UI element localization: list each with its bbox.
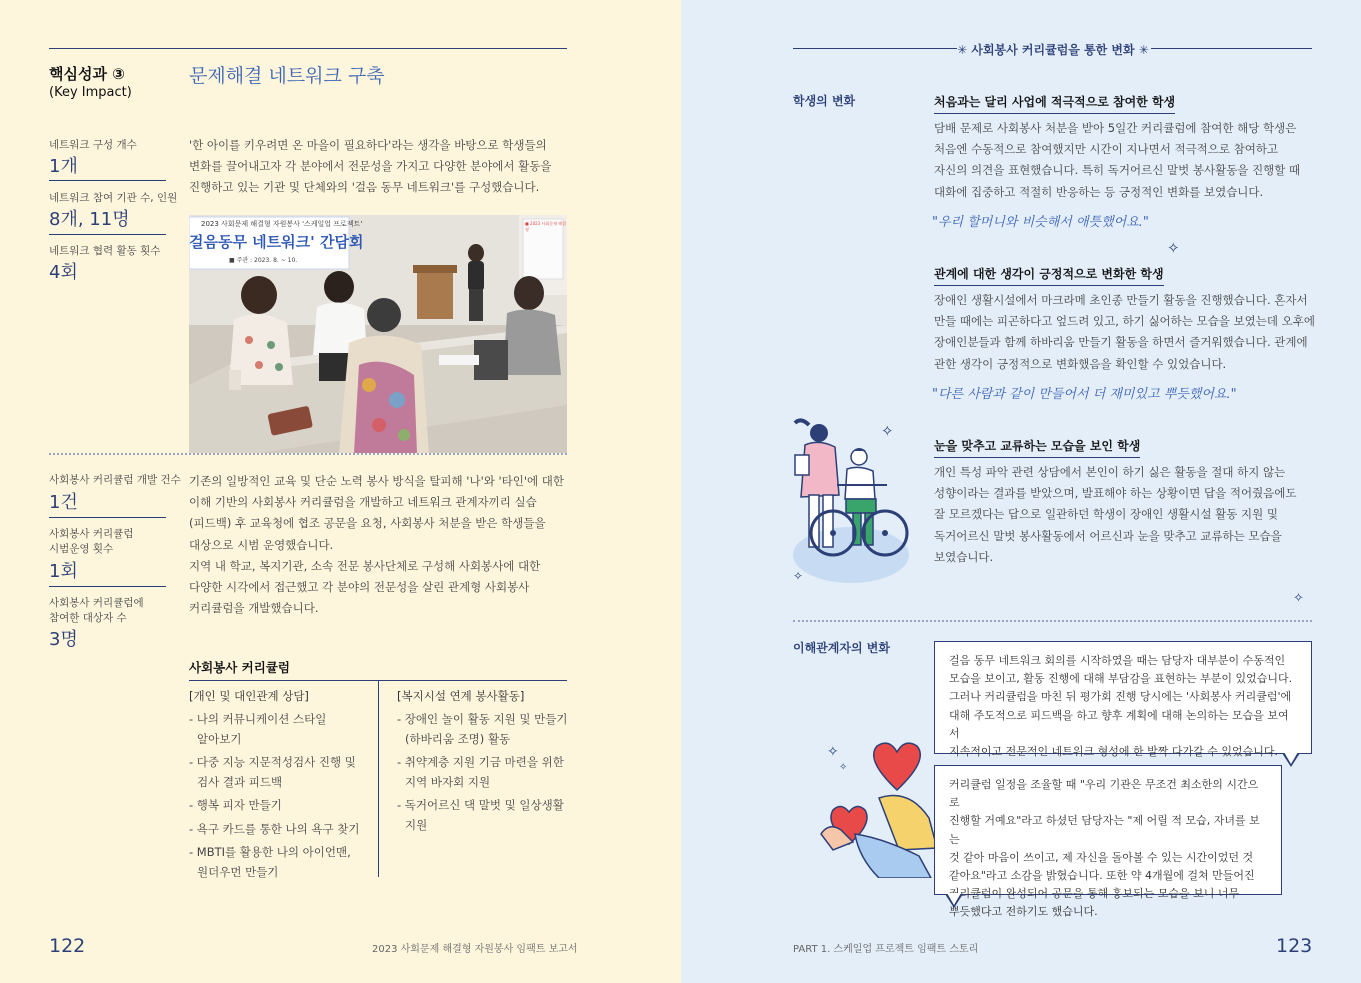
stat-value: 1개	[49, 156, 78, 177]
stat-label: 네트워크 협력 활동 횟수	[49, 245, 161, 257]
list-item-line: - 욕구 카드를 통한 나의 욕구 찾기	[189, 821, 360, 836]
change-line: 처음엔 수동적으로 참여했지만 시간이 지나면서 적극적으로 참여하고	[934, 142, 1279, 157]
list-item	[189, 710, 374, 749]
footer-text: 2023 사회문제 해결형 자원봉사 임팩트 보고서	[372, 944, 578, 955]
box-line: 같아요"라고 소감을 밝혔습니다. 또한 약 4개월에 걸쳐 만들어진	[949, 869, 1255, 883]
key-impact-title: 핵심성과 ③	[49, 65, 125, 83]
stat-label-line: 사회봉사 커리큘럼	[49, 528, 134, 540]
body-line: 커리큘럼을 개발했습니다.	[189, 601, 319, 616]
list-item-line: - 장애인 놀이 활동 지원 및 만들기	[397, 712, 568, 726]
stat-divider	[49, 234, 166, 235]
stat-divider	[49, 517, 166, 518]
stat-label-line: 사회봉사 커리큘럼 개발 건수	[49, 474, 181, 486]
change-3-body	[934, 462, 1324, 568]
body-line: 기존의 일방적인 교육 및 단순 노력 봉사 방식을 탈피해 '나'와 '타인'에 대한	[189, 474, 565, 488]
page-number: 122	[49, 935, 86, 957]
screen-text: ■ 2023 사회문제 해결형	[525, 221, 566, 232]
sparkle-icon: ✧	[1293, 591, 1304, 606]
change-1-body	[934, 118, 1324, 203]
intro-line: '한 아이를 키우려면 온 마을이 필요하다'라는 생각을 바탕으로 학생들의	[189, 138, 547, 152]
speech-tail-2-fill	[947, 893, 961, 905]
change-line: 장애인분들과 함께 하바리움 만들기 활동을 하면서 즐거워했습니다. 관계에	[934, 335, 1308, 350]
change-line: 보였습니다.	[934, 549, 994, 564]
change-2	[934, 263, 1164, 286]
change-line: 만들 때에는 피곤하다고 엎드려 있고, 하기 싫어하는 모습을 보였는데 오후에	[934, 314, 1315, 329]
change-quote: "우리 할머니와 비슷해서 애틋했어요."	[932, 215, 1149, 230]
change-line: 장애인 생활시설에서 마크라메 초인종 만들기 활동을 진행했습니다. 혼자서	[934, 293, 1308, 307]
sparkle-icon: ✧	[793, 569, 804, 583]
stakeholder-section-title: 이해관계자의 변화	[793, 641, 890, 655]
list-item-line: 원더우먼 만들기	[197, 864, 279, 879]
box-line: 그러나 커리큘럼을 마친 뒤 평가회 진행 당시에는 '사회봉사 커리큘럼'에	[949, 690, 1292, 704]
change-line: 대화에 집중하고 적절히 반응하는 등 긍정적인 변화를 보였습니다.	[934, 184, 1264, 199]
change-line: 관한 생각이 긍정적으로 변화했음을 확인할 수 있었습니다.	[934, 356, 1227, 371]
header-rule-left	[793, 48, 957, 49]
list-item-line: - 취약계층 지원 기금 마련을 위한	[397, 755, 564, 769]
dotted-divider	[793, 620, 1312, 622]
change-line: 잘 모르겠다는 답으로 일관하던 학생이 장애인 생활시설 활동 지원 및	[934, 507, 1278, 522]
footer-text: PART 1. 스케일업 프로젝트 임팩트 스토리	[793, 944, 979, 955]
stakeholder-quote-box-2	[934, 765, 1282, 919]
box-line: 지속적이고 전문적인 네트워크 형성에 한 발짝 다가갈 수 있었습니다.	[949, 745, 1278, 759]
student-section-title: 학생의 변화	[793, 94, 856, 108]
box-line: 것 같아 마음이 쓰이고, 제 자신을 돌아볼 수 있는 시간이었던 것	[949, 850, 1254, 864]
stat-label	[49, 527, 133, 557]
list-item	[189, 796, 374, 816]
list-item-line: 검사 결과 피드백	[197, 774, 283, 789]
page-number: 123	[1276, 935, 1313, 957]
curriculum-col1-list	[189, 710, 374, 882]
svg-text:✧: ✧	[839, 762, 848, 773]
stat-label-line: 참여한 대상자 수	[49, 612, 127, 624]
change-line: 성향이라는 결과를 받았으며, 발표해야 하는 상황이면 답을 적어줬음에도	[934, 486, 1297, 501]
list-item-line: - 나의 커뮤니케이션 스타일	[189, 712, 327, 726]
stat-value: 8개, 11명	[49, 209, 130, 230]
stat-label-line: 시범운영 횟수	[49, 543, 114, 555]
section-title: 문제해결 네트워크 구축	[189, 65, 385, 87]
box-line: 진행할 거예요"라고 하셨던 담당자는 "제 어릴 적 모습, 자녀를 보는	[949, 814, 1260, 846]
top-rule	[49, 48, 567, 49]
box-line: 걸음 동무 네트워크 회의를 시작하였을 때는 담당자 대부분이 수동적인	[949, 654, 1286, 667]
list-item	[189, 843, 374, 882]
dotted-divider	[49, 453, 567, 455]
body-line: (피드백) 후 교육청에 협조 공문을 요청, 사회봉사 처분을 받은 학생들을	[189, 516, 546, 531]
curriculum-col2-title: [복지시설 연계 봉사활동]	[397, 689, 525, 703]
wheelchair-illustration	[791, 415, 921, 590]
curriculum-heading: 사회봉사 커리큘럼	[189, 660, 290, 675]
box-line: 뿌듯했다고 전하기도 했습니다.	[949, 905, 1098, 919]
box-line: 대해 주도적으로 피드백을 하고 향후 계획에 대해 논의하는 모습을 보여서	[949, 708, 1289, 740]
list-item	[397, 796, 572, 835]
hearts-illustration	[819, 738, 941, 878]
change-1	[934, 91, 1175, 114]
stat-divider	[49, 180, 166, 181]
change-line: 개인 특성 파악 관련 상담에서 본인이 하기 싫은 활동을 절대 하지 않는	[934, 465, 1286, 479]
stat-value: 4회	[49, 262, 78, 283]
stat-label: 네트워크 참여 기관 수, 인원	[49, 192, 178, 204]
change-line: 담배 문제로 사회봉사 처분을 받아 5일간 커리큘럼에 참여한 해당 학생은	[934, 121, 1297, 135]
list-item-line: - 행복 피자 만들기	[189, 798, 282, 812]
banner-main-text: 걸음동무 네트워크' 간담회	[189, 233, 364, 251]
curriculum-column-divider	[378, 680, 379, 877]
intro-line: 진행하고 있는 기관 및 단체와의 '걸음 동무 네트워크'를 구성했습니다.	[189, 180, 540, 195]
body-line: 다양한 시각에서 접근했고 각 분야의 전문성을 살린 관계형 사회봉사	[189, 580, 530, 595]
box-line: 커리큘럼이 완성되어 공문을 통해 홍보되는 모습을 보니 너무	[949, 887, 1240, 901]
meeting-photo	[189, 215, 567, 453]
list-item	[189, 753, 374, 792]
curriculum-col1-title: [개인 및 대인관계 상담]	[189, 689, 309, 703]
speech-tail-1-fill	[1284, 752, 1298, 764]
key-impact-subtitle: (Key Impact)	[49, 85, 132, 100]
list-item-line: - 독거어르신 댁 말벗 및 일상생활	[397, 798, 564, 812]
list-item	[189, 820, 374, 840]
change-line: 자신의 의견을 표현했습니다. 특히 독거어르신 말벗 봉사활동을 진행할 때	[934, 163, 1301, 178]
banner-top-text: 2023 사회문제 해결형 자원봉사 '스케일업 프로젝트'	[201, 220, 363, 228]
body-line: 이해 기반의 사회봉사 커리큘럼을 개발하고 네트워크 관계자끼리 실습	[189, 495, 537, 510]
list-item-line: 지역 바자회 지원	[405, 774, 491, 789]
stat-value: 1회	[49, 561, 78, 582]
stakeholder-quote-box-1	[934, 641, 1312, 759]
banner-small-text: ■ 주관 : 2023. 8. ~ 10.	[229, 257, 298, 264]
stat-divider	[49, 586, 166, 587]
change-quote: "다른 사람과 같이 만들어서 더 재미있고 뿌듯했어요."	[932, 387, 1237, 402]
header-rule-right	[1151, 48, 1312, 49]
header-title: ✳ 사회봉사 커리큘럼을 통한 변화 ✳	[957, 43, 1149, 57]
change-title: 관계에 대한 생각이 긍정적으로 변화한 학생	[934, 265, 1164, 286]
change-title: 처음과는 달리 사업에 적극적으로 참여한 학생	[934, 93, 1175, 114]
body-paragraph	[189, 471, 569, 619]
list-item	[397, 753, 572, 792]
sparkle-icon: ✧	[1167, 239, 1180, 257]
change-line: 독거어르신 말벗 봉사활동에서 어르신과 눈을 맞추고 교류하는 모습을	[934, 528, 1282, 543]
curriculum-col2-list	[397, 710, 572, 835]
sparkle-icon: ✧	[881, 422, 894, 440]
intro-paragraph	[189, 135, 567, 199]
body-line: 대상으로 시범 운영했습니다.	[189, 537, 334, 552]
list-item-line: 지원	[405, 817, 428, 832]
stat-label: 네트워크 구성 개수	[49, 139, 137, 151]
stat-label-line: 사회봉사 커리큘럼에	[49, 597, 144, 609]
box-line: 커리큘럼 일정을 조율할 때 "우리 기관은 무조건 최소한의 시간으로	[949, 778, 1259, 810]
intro-line: 변화를 끌어내고자 각 분야에서 전문성을 가지고 다양한 분야에서 활동을	[189, 159, 552, 174]
list-item-line: 알아보기	[197, 731, 242, 746]
right-page	[681, 0, 1361, 983]
stat-value: 1건	[49, 492, 78, 513]
list-item	[397, 710, 572, 749]
body-line: 지역 내 학교, 복지기관, 소속 전문 봉사단체로 구성해 사회봉사에 대한	[189, 558, 541, 573]
list-item-line: - 다중 지능 지문적성검사 진행 및	[189, 755, 356, 769]
box-line: 모습을 보이고, 활동 진행에 대해 부담감을 표현하는 부분이 있었습니다.	[949, 672, 1293, 686]
list-item-line: - MBTI를 활용한 나의 아이언맨,	[189, 845, 351, 859]
stat-label	[49, 473, 181, 488]
svg-text:✧: ✧	[827, 744, 839, 760]
change-2-body	[934, 290, 1329, 375]
list-item-line: (하바리움 조명) 활동	[405, 731, 511, 746]
stat-value: 3명	[49, 629, 78, 650]
change-title: 눈을 맞추고 교류하는 모습을 보인 학생	[934, 437, 1140, 458]
stat-label	[49, 596, 144, 626]
change-3	[934, 435, 1140, 458]
